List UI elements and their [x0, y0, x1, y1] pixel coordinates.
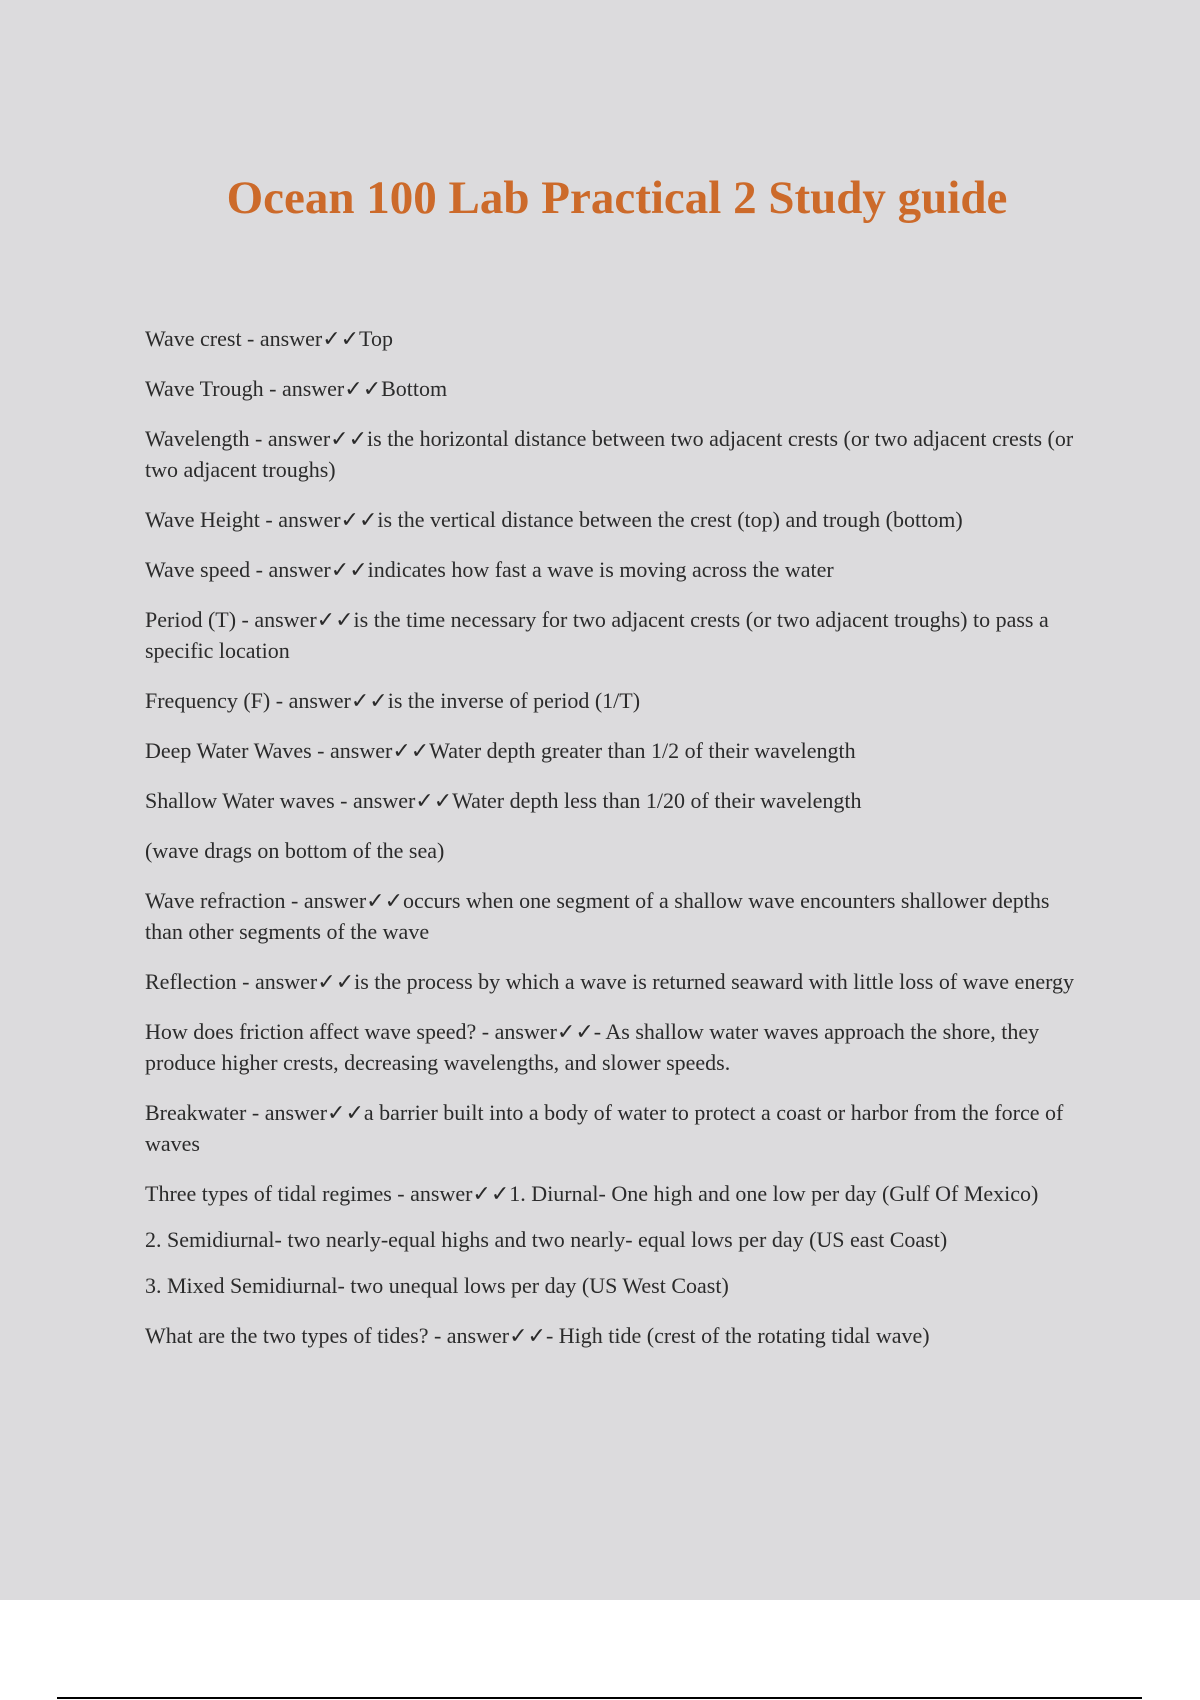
entry-wave-crest: Wave crest - answer✓✓Top: [145, 326, 393, 351]
entry-mixed-semidiurnal: 3. Mixed Semidiurnal- two unequal lows per day (US West Coast): [145, 1273, 729, 1298]
footer-divider: [57, 1697, 1142, 1699]
entry-shallow-water-waves: Shallow Water waves - answer✓✓Water depth less than 1/20 of their wavelength: [145, 788, 862, 813]
study-guide-entries: [145, 323, 1085, 1370]
entry-wave-height: Wave Height - answer✓✓is the vertical distance between the crest (top) and trough (bottom): [145, 507, 963, 532]
entry-breakwater: Breakwater - answer✓✓a barrier built into a body of water to protect a coast or harbor from the force of waves: [145, 1100, 1064, 1156]
entry-semidiurnal: 2. Semidiurnal- two nearly-equal highs and two nearly- equal lows per day (US east Coast): [145, 1227, 948, 1252]
entry-types-of-tides: What are the two types of tides? - answer✓✓- High tide (crest of the rotating tidal wave): [145, 1323, 930, 1348]
entry-frequency: Frequency (F) - answer✓✓is the inverse of period (1/T): [145, 688, 641, 713]
entry-wave-trough: Wave Trough - answer✓✓Bottom: [145, 376, 448, 401]
entry-tidal-regimes: Three types of tidal regimes - answer✓✓1. Diurnal- One high and one low per day (Gulf Of Mexico): [145, 1181, 1039, 1206]
entry-reflection: Reflection - answer✓✓is the process by which a wave is returned seaward with little loss of wave energy: [145, 969, 1075, 994]
entry-friction-wave-speed: How does friction affect wave speed? - answer✓✓- As shallow water waves approach the shore, they produce higher crests, decreasing wavelengths, and slower speeds.: [145, 1019, 1040, 1075]
entry-deep-water-waves: Deep Water Waves - answer✓✓Water depth greater than 1/2 of their wavelength: [145, 738, 856, 763]
entry-period: Period (T) - answer✓✓is the time necessary for two adjacent crests (or two adjacent troughs) to pass a specific location: [145, 607, 1049, 663]
entry-wave-refraction: Wave refraction - answer✓✓occurs when one segment of a shallow wave encounters shallower depths than other segments of the wave: [145, 888, 1050, 944]
entry-wavelength: Wavelength - answer✓✓is the horizontal distance between two adjacent crests (or two adjacent crests (or two adjacent troughs): [145, 426, 1074, 482]
entry-shallow-water-note: (wave drags on bottom of the sea): [145, 838, 445, 863]
entry-wave-speed: Wave speed - answer✓✓indicates how fast a wave is moving across the water: [145, 557, 834, 582]
document-title: Ocean 100 Lab Practical 2 Study guide: [226, 172, 1008, 224]
